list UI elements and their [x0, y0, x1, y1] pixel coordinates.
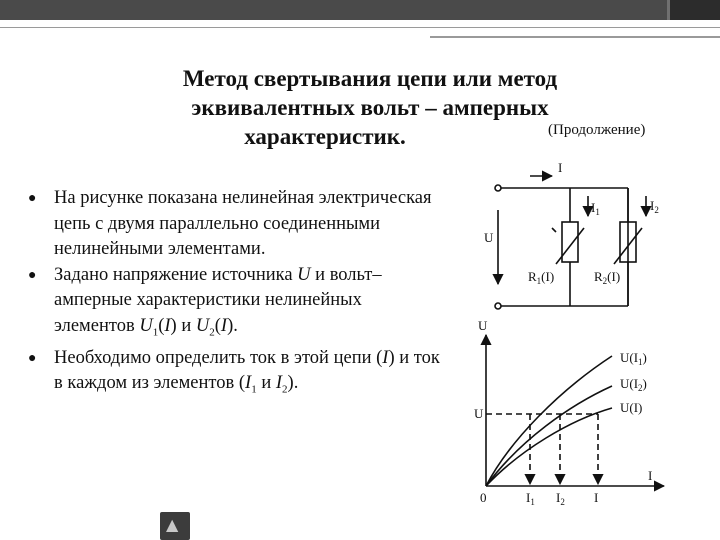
label-I1: $I_1$: [591, 200, 600, 217]
bullet-item-1: [26, 186, 446, 263]
terminal-top: [495, 185, 501, 191]
label-R2: $R_2(I)$: [594, 269, 621, 286]
curve-U1-label: $U(I_1)$: [620, 350, 647, 367]
graph-labels: [474, 318, 652, 507]
label-I2: $I_2$: [650, 198, 659, 215]
home-icon: ▲: [166, 515, 179, 534]
resistor-R1-tick: [552, 228, 556, 232]
circuit-and-vac-figure: [460, 150, 720, 520]
curve-U1: [486, 356, 612, 486]
resistor-R1: [562, 222, 578, 262]
circuit-diagram: [495, 176, 646, 309]
terminal-bottom: [495, 303, 501, 309]
circuit-labels: [484, 160, 659, 286]
graph-x-label: I: [648, 468, 653, 483]
bullet-item-2: [26, 263, 446, 346]
tick-I2-label: $I_2$: [556, 490, 565, 507]
graph-origin: 0: [480, 490, 487, 505]
bullet-dot-icon: ●: [28, 350, 37, 366]
title-line-3: характеристик.: [244, 124, 406, 149]
resistor-R1-slash: [556, 228, 584, 264]
title-line-2: эквивалентных вольт – амперных: [191, 95, 549, 120]
label-U: U: [484, 230, 494, 245]
bullet-dot-icon: ●: [28, 267, 37, 283]
curve-U-sum: [486, 408, 612, 486]
bullet-text: На рисунке показана нелинейная электрическая цепь с двумя параллельно соединенными нелинейными элементами.: [54, 188, 432, 259]
slide-title: [120, 64, 620, 151]
bullet-item-3: [26, 346, 446, 404]
graph-y-label: U: [478, 318, 488, 333]
title-line-1: Метод свертывания цепи или метод: [182, 66, 558, 91]
label-R1: $R_1(I)$: [528, 269, 555, 286]
bullet-list: [26, 186, 446, 403]
slide-subtitle: (Продолжение): [548, 122, 646, 138]
curve-U2-label: $U(I_2)$: [620, 376, 647, 393]
tick-I-label: I: [594, 490, 599, 505]
curve-U-label: U(I): [620, 400, 643, 415]
header-dark-band: [0, 0, 720, 20]
home-nav-button[interactable]: [160, 512, 190, 540]
slide-header-bar: [0, 0, 720, 38]
tick-I1-label: $I_1$: [526, 490, 535, 507]
header-rule: [0, 27, 720, 28]
header-accent-block: [667, 0, 720, 20]
bullet-text: Необходимо определить ток в этой цепи (I) и ток в каждом из элементов ($I_1$ и $I_2$).: [54, 347, 440, 396]
label-I: I: [558, 160, 563, 175]
bullet-dot-icon: ●: [28, 191, 37, 206]
bullet-text: Задано напряжение источника U и вольт–амперные характеристики нелинейных элементов $U_1(I)$ и $U_2(I)$.: [54, 264, 382, 339]
graph-U-level: U: [474, 406, 484, 421]
header-rule-short: [430, 36, 720, 38]
